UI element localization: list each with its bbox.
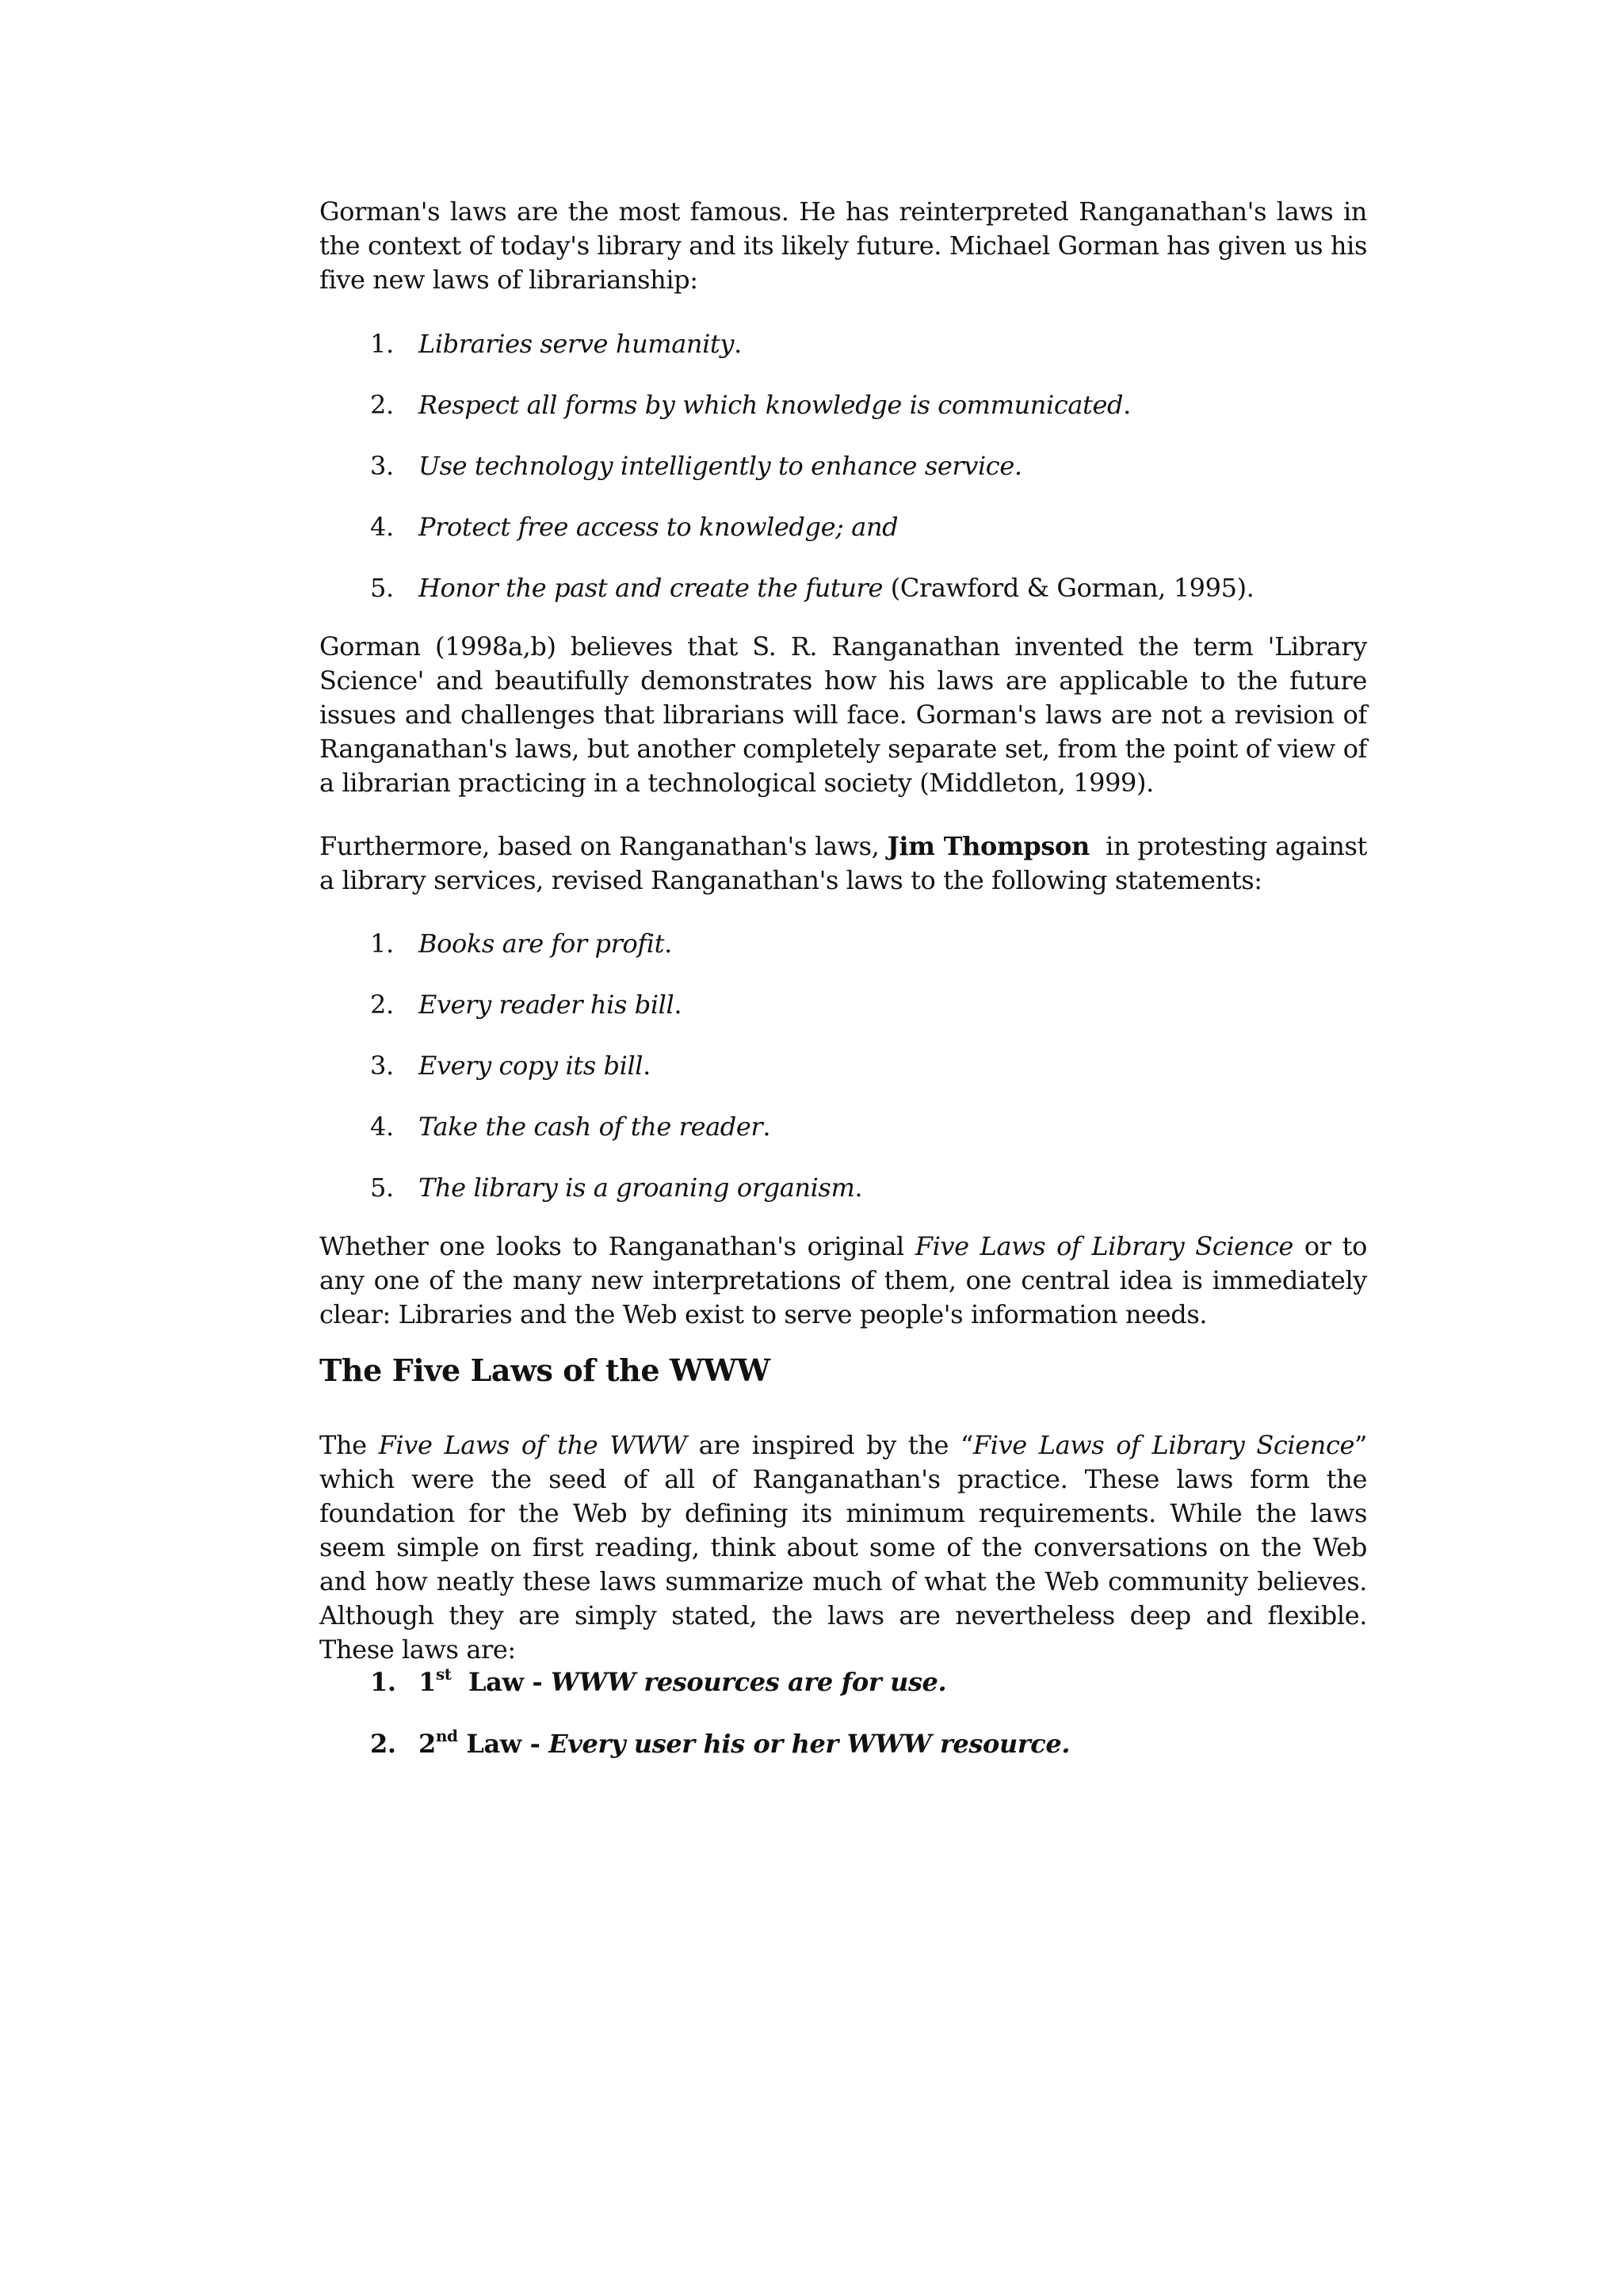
law-text: Libraries serve humanity. [418,329,742,359]
law-text: Honor the past and create the future (Crawford & Gorman, 1995). [418,573,1254,603]
list-number: 5. [370,573,394,603]
list-number: 1. [370,329,394,359]
list-item [319,988,682,1022]
list-number: 3. [370,1051,394,1081]
list-item [319,1726,1071,1761]
list-item [319,388,1131,422]
list-item [319,1110,771,1144]
closing-paragraph: Whether one looks to Ranganathan's original Five Laws of Library Science or to any one of the many new interpretations of them, one central idea is immediately clear: Libraries and the Web exist to serve people's information needs. [319,1231,1367,1329]
intro-text: Gorman's laws are the most famous. He has reinterpreted Ranganathan's laws in the context of today's library and its likely future. Michael Gorman has given us his five new laws of librarianship: [319,196,1367,295]
law-text: The library is a groaning organism. [418,1173,863,1203]
list-item [319,510,899,544]
law-text: Protect free access to knowledge; and [418,512,899,542]
law-text: Respect all forms by which knowledge is communicated. [418,390,1131,420]
list-number: 3. [370,451,394,481]
www-paragraph: The Five Laws of the WWW are inspired by the “Five Laws of Library Science” which were the seed of all of Ranganathan's practice. These laws form the foundation for the Web by defining its minimum requirements. While the laws seem simple on first reading, think about some of the conversations on the Web and how neatly these laws summarize much of what the Web community believes. Although they are simply stated, the laws are nevertheless deep and flexible. These laws are: [319,1430,1367,1665]
law-text: Every copy its bill. [418,1051,651,1081]
list-item [319,1665,947,1699]
list-item [319,571,1254,605]
law-text: Books are for profit. [418,929,672,959]
list-number: 1. [370,1667,396,1697]
list-number: 2. [370,1729,396,1759]
law-text: 1st Law - WWW resources are for use. [418,1665,947,1697]
list-item [319,927,672,961]
list-item [319,1171,863,1205]
list-number: 5. [370,1173,394,1203]
list-number: 2. [370,990,394,1020]
list-item [319,449,1022,483]
list-number: 1. [370,929,394,959]
list-item [319,327,742,361]
law-text: Use technology intelligently to enhance service. [418,451,1022,481]
intro-paragraph [319,195,1367,297]
list-number: 4. [370,1112,394,1142]
gorman-paragraph [319,630,1367,800]
list-item [319,1049,651,1083]
section-heading: The Five Laws of the WWW [319,1352,770,1388]
gorman-paragraph-text: Gorman (1998a,b) believes that S. R. Ranganathan invented the term 'Library Science' and beautifully demonstrates how his laws are applicable to the future issues and challenges that librarians will face. Gorman's laws are not a revision of Ranganathan's laws, but another completely separate set, from the point of view of a librarian practicing in a technological society (Middleton, 1999). [319,631,1367,798]
law-text: 2nd Law - Every user his or her WWW resource. [418,1726,1071,1759]
list-number: 2. [370,390,394,420]
book-title: Five Laws of Library Science [915,1231,1293,1261]
law-text: Every reader his bill. [418,990,682,1020]
list-number: 4. [370,512,394,542]
law-text: Take the cash of the reader. [418,1112,771,1142]
author-name: Jim Thompson [887,831,1090,861]
thompson-paragraph: Furthermore, based on Ranganathan's laws, Jim Thompson in protesting against a library services, revised Ranganathan's laws to the following statements: [319,831,1375,895]
